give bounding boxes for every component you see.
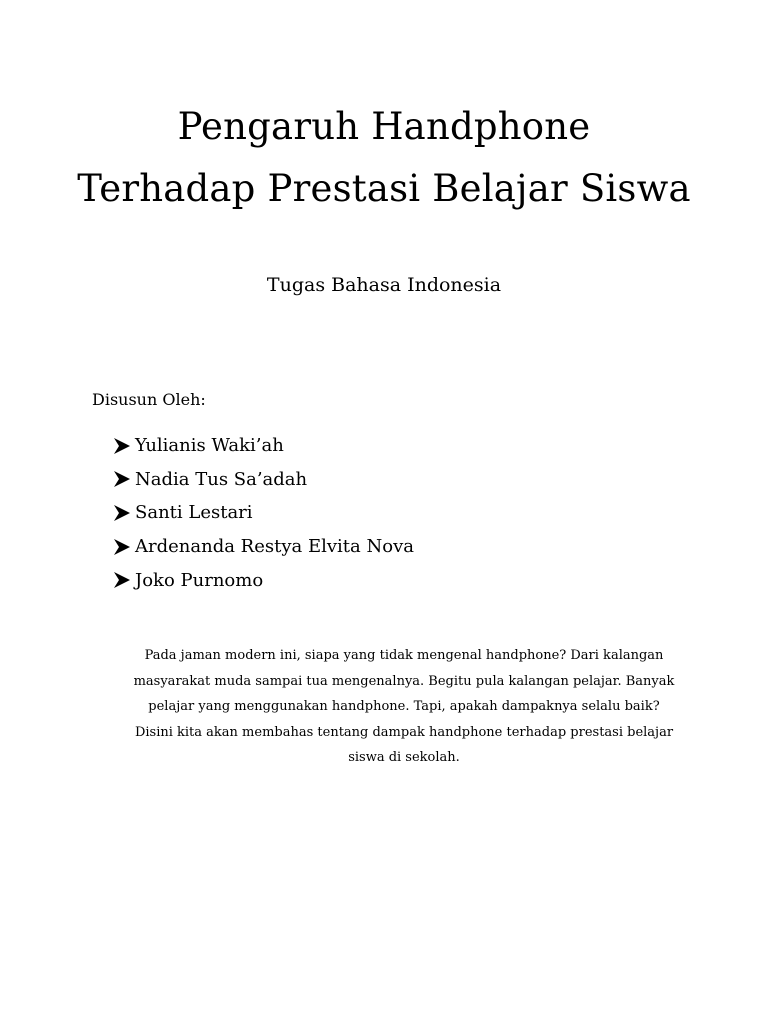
list-item: [112, 463, 414, 497]
list-item: [112, 496, 414, 530]
author-label: Disusun Oleh:: [92, 390, 206, 409]
author-name: Yulianis Waki’ah: [135, 435, 284, 457]
arrowhead-bullet-icon: [112, 436, 132, 456]
title-line-2: Terhadap Prestasi Belajar Siswa: [77, 167, 691, 210]
list-item: [112, 563, 414, 597]
author-name: Ardenanda Restya Elvita Nova: [135, 536, 414, 558]
subtitle: Tugas Bahasa Indonesia: [266, 274, 502, 296]
title-line-1: Pengaruh Handphone: [177, 105, 591, 148]
arrowhead-bullet-icon: [112, 570, 132, 590]
arrowhead-bullet-icon: [112, 469, 132, 489]
author-name: Joko Purnomo: [135, 569, 264, 591]
author-list: [112, 429, 414, 597]
arrowhead-bullet-icon: [112, 537, 132, 557]
page-title: [0, 96, 768, 220]
author-name: Nadia Tus Sa’adah: [135, 468, 308, 490]
arrowhead-bullet-icon: [112, 503, 132, 523]
intro-paragraph: Pada jaman modern ini, siapa yang tidak mengenal handphone? Dari kalangan masyarakat muda sampai tua mengenalnya. Begitu pula kalangan pelajar. Banyak pelajar yang menggunakan handphone. Tapi, apakah dampaknya selalu baik? Disini kita akan membahas tentang dampak handphone terhadap prestasi belajar siswa di sekolah.: [133, 648, 675, 765]
author-name: Santi Lestari: [135, 502, 253, 524]
list-item: [112, 429, 414, 463]
list-item: [112, 530, 414, 564]
